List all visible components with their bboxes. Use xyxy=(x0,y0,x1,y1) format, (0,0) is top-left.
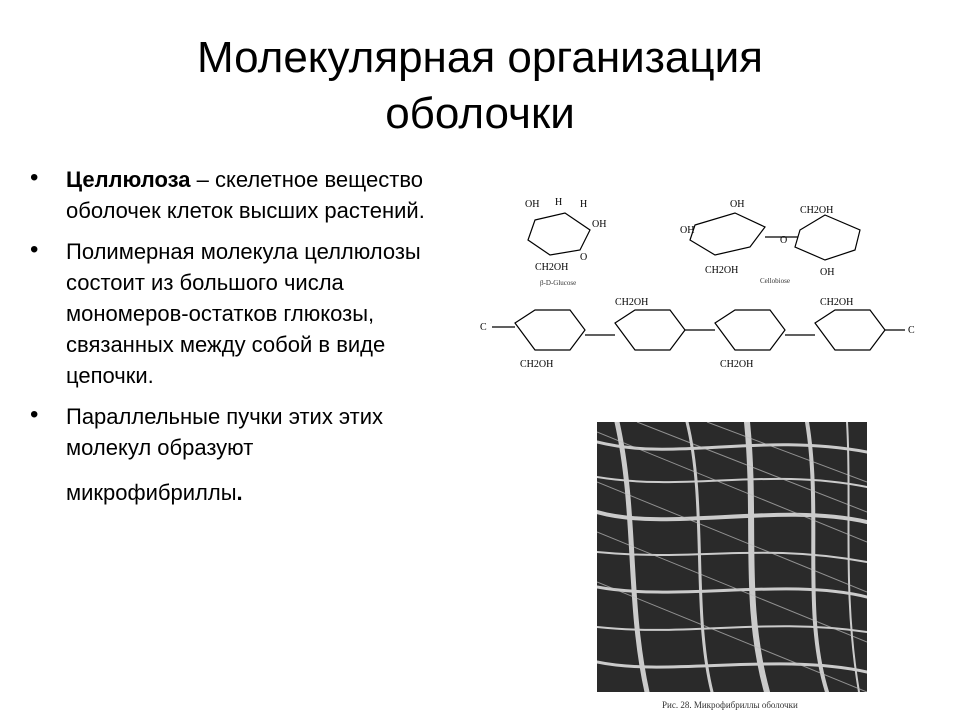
microfibrils-term: микрофибриллы xyxy=(66,480,237,505)
microfibrils-micrograph xyxy=(597,422,867,692)
label-ch2oh: CH2OH xyxy=(800,205,834,216)
microfibrils-period: . xyxy=(236,480,243,505)
label-ch2oh: CH2OH xyxy=(705,265,739,276)
glucose-ring xyxy=(528,213,590,255)
label-o: O xyxy=(780,235,788,246)
label-oh: OH xyxy=(592,219,607,230)
cellulose-term: Целлюлоза xyxy=(66,167,191,192)
label-c: C xyxy=(908,325,915,336)
bullet-dot: • xyxy=(30,164,39,191)
label-ch2oh: CH2OH xyxy=(535,262,569,273)
bullet-dot: • xyxy=(30,236,39,263)
chain-ring-2 xyxy=(615,310,685,350)
label-glucose: β-D-Glucose xyxy=(540,279,577,287)
cellulose-definition: – скелетное вещество оболочек клеток высших растений. xyxy=(66,167,425,223)
label-cellobiose: Cellobiose xyxy=(760,277,790,285)
label-oh: OH xyxy=(820,267,835,278)
label-oh: OH xyxy=(525,199,540,210)
chain-ring-1 xyxy=(515,310,585,350)
cellobiose-ring-left xyxy=(690,213,765,255)
figure-caption: Рис. 28. Микрофибриллы оболочки xyxy=(662,700,798,710)
polymer-text: Полимерная молекула целлюлозы состоит из большого числа мономеров-остатков глюкозы, связанных между собой в виде цепочки. xyxy=(66,239,421,388)
cellulose-structure-diagram xyxy=(480,185,920,385)
label-oh: OH xyxy=(730,199,745,210)
label-h: H xyxy=(555,197,563,208)
bullet-list xyxy=(30,164,470,518)
title-line-2: оболочки xyxy=(385,89,575,138)
microfibrils-text: Параллельные пучки этих этих молекул образуют xyxy=(66,404,384,460)
label-ch2oh: CH2OH xyxy=(520,359,554,370)
label-ch2oh: CH2OH xyxy=(720,359,754,370)
label-o: O xyxy=(580,252,588,263)
bullet-dot: • xyxy=(30,401,39,428)
bullet-item-microfibrils xyxy=(30,401,470,508)
bullet-item-cellulose xyxy=(30,164,470,226)
label-ch2oh: CH2OH xyxy=(820,297,854,308)
label-h: H xyxy=(580,199,588,210)
label-oh: OH xyxy=(680,225,695,236)
bullet-item-polymer xyxy=(30,236,470,391)
title-line-1: Молекулярная организация xyxy=(197,33,763,82)
cellobiose-ring-right xyxy=(795,215,860,260)
label-ch2oh: CH2OH xyxy=(615,297,649,308)
label-c: C xyxy=(480,322,487,333)
chain-ring-4 xyxy=(815,310,885,350)
chain-ring-3 xyxy=(715,310,785,350)
slide-title xyxy=(80,30,880,142)
